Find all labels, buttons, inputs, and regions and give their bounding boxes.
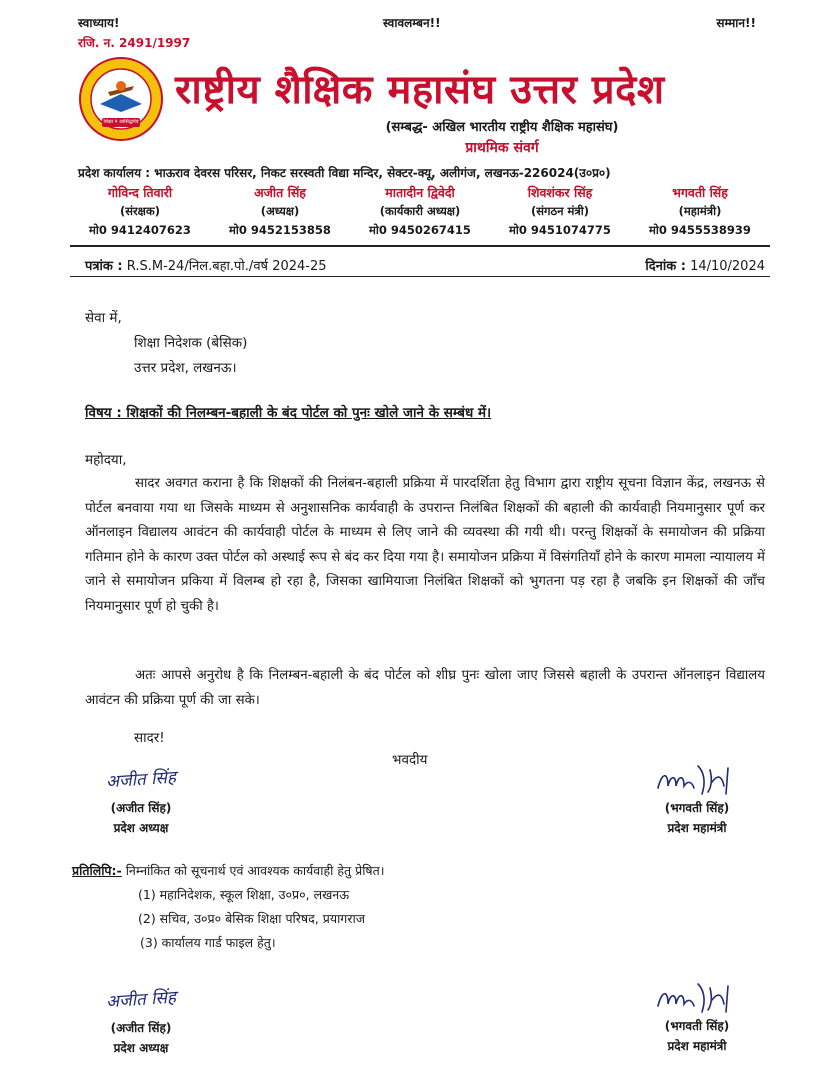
official-phone: मो0 9451074775	[509, 223, 611, 237]
signatory-title: प्रदेश अध्यक्ष	[113, 1041, 169, 1055]
logo-motto: शिक्षा न आसिद्धमेव	[103, 119, 139, 125]
signatory-name: (भगवती सिंह)	[664, 1019, 730, 1033]
official-role: (संगठन मंत्री)	[530, 204, 590, 218]
signature-right	[642, 762, 752, 838]
official-card	[210, 183, 350, 240]
address-line-2: शिक्षा निदेशक (बेसिक)	[134, 335, 248, 351]
address-line-1: सेवा में,	[85, 310, 122, 326]
motto-center: स्वावलम्बन!!	[383, 16, 441, 30]
official-name: मातादीन द्विवेदी	[385, 185, 455, 200]
signature-right-bottom	[642, 980, 752, 1056]
copy-item: (1) महानिदेशक, स्कूल शिक्षा, उ०प्र०, लखनऊ	[138, 887, 350, 902]
official-card	[350, 183, 490, 240]
closing: सादर!	[134, 730, 165, 746]
signatory-title: प्रदेश महामंत्री	[667, 821, 727, 835]
signature-left-bottom	[86, 987, 196, 1058]
official-name: गोविन्द तिवारी	[107, 185, 173, 200]
signature-image	[86, 767, 196, 798]
official-name: शिवशंकर सिंह	[527, 185, 593, 200]
handwritten-signature	[652, 980, 742, 1016]
handwritten-signature: अजीत सिंह	[105, 767, 177, 793]
signature-image	[86, 987, 196, 1018]
patrank-value: R.S.M-24/निल.बहा.पो./वर्ष 2024-25	[126, 259, 327, 274]
reference-row	[85, 256, 765, 274]
address-line-3: उत्तर प्रदेश, लखनऊ।	[134, 360, 237, 376]
signatory-name: (भगवती सिंह)	[664, 801, 730, 815]
official-phone: मो0 9450267415	[369, 223, 471, 237]
copy-item: (2) सचिव, उ०प्र० बेसिक शिक्षा परिषद, प्रयागराज	[138, 911, 365, 926]
signatory-title: प्रदेश महामंत्री	[667, 1039, 727, 1053]
official-card	[490, 183, 630, 240]
official-name: अजीत सिंह	[254, 185, 306, 200]
organization-name: राष्ट्रीय शैक्षिक महासंघ उत्तर प्रदेश	[175, 66, 665, 113]
patrank-label: पत्रांक :	[85, 259, 123, 274]
official-phone: मो0 9452153858	[229, 223, 331, 237]
official-phone: मो0 9455538939	[649, 223, 751, 237]
copy-text: निम्नांकित को सूचनार्थ एवं आवश्यक कार्यवाही हेतु प्रेषित।	[121, 863, 385, 878]
affiliation: (सम्बद्ध- अखिल भारतीय राष्ट्रीय शैक्षिक महासंघ)	[385, 120, 619, 135]
official-role: (अध्यक्ष)	[260, 204, 300, 218]
official-role: (कार्यकारी अध्यक्ष)	[379, 204, 461, 218]
yours-faithfully: भवदीय	[392, 752, 428, 768]
handwritten-signature: अजीत सिंह	[105, 987, 177, 1013]
office-address: प्रदेश कार्यालय : भाऊराव देवरस परिसर, निकट सरस्वती विद्या मन्दिर, सेक्टर-क्यू, अलीगंज, लखनऊ-226024(उ०प्र०)	[78, 166, 611, 180]
copy-to-heading	[72, 862, 385, 879]
date-label: दिनांक :	[645, 259, 686, 274]
signatory-name: (अजीत सिंह)	[110, 801, 172, 815]
motto-right: सम्मान!!	[716, 16, 756, 30]
signature-left	[86, 767, 196, 838]
official-card	[70, 183, 210, 240]
registration-number: रजि. न. 2491/1997	[78, 36, 191, 50]
official-name: भगवती सिंह	[672, 185, 728, 200]
body-paragraph-1: सादर अवगत कराना है कि शिक्षकों की निलंबन-बहाली प्रक्रिया में पारदर्शिता हेतु विभाग द्वारा राष्ट्रीय सूचना विज्ञान केंद्र, लखनऊ से पोर्टल बनवाया गया था जिसके माध्यम से अनुशासनिक कार्यवाही के उपरान्त निलंबित शिक्षकों की बहाली की कार्यवाही नियमानुसार पूर्ण कर ऑनलाइन विद्यालय आवंटन की कार्यवाही पोर्टल के माध्यम से लिए जाने की व्यवस्था की गयी थी। परन्तु शिक्षकों के समायोजन की प्रक्रिया गतिमान होने के कारण उक्त पोर्टल को अस्थाई रूप से बंद कर दिया गया है। समायोजन प्रक्रिया में विसंगतियाँ होने के कारण मामला न्यायालय में जाने से समायोजन प्रकिया में विलम्ब हो रहा है, जिसका खामियाजा निलंबित शिक्षकों को भुगतना पड़ रहा है जबकि इन शिक्षकों की जाँच नियमानुसार पूर्ण हो चुकी है।	[85, 476, 765, 614]
body-paragraph-2: अतः आपसे अनुरोध है कि निलम्बन-बहाली के बंद पोर्टल को शीघ्र पुनः खोला जाए जिससे बहाली के उपरान्त ऑनलाइन विद्यालय आवंटन की प्रक्रिया पूर्ण की जा सके।	[85, 668, 765, 708]
official-role: (संरक्षक)	[119, 204, 161, 218]
date-value: 14/10/2024	[690, 259, 765, 274]
copy-label: प्रतिलिपि:-	[72, 863, 122, 878]
signatory-name: (अजीत सिंह)	[110, 1021, 172, 1035]
cadre: प्राथमिक संवर्ग	[465, 140, 539, 156]
official-phone: मो0 9412407623	[89, 223, 191, 237]
signatory-title: प्रदेश अध्यक्ष	[113, 821, 169, 835]
header-divider	[70, 245, 770, 247]
official-role: (महामंत्री)	[678, 204, 722, 218]
handwritten-signature	[652, 762, 742, 798]
reference-divider	[70, 276, 770, 277]
official-card	[630, 183, 770, 240]
salutation: महोदया,	[85, 452, 127, 468]
motto-left: स्वाध्याय!	[78, 16, 120, 30]
officials-row	[70, 183, 770, 240]
letter-subject: विषय : शिक्षकों की निलम्बन-बहाली के बंद पोर्टल को पुनः खोले जाने के सम्बंध में।	[85, 405, 492, 421]
copy-item: (3) कार्यालय गार्ड फाइल हेतु।	[140, 935, 276, 950]
